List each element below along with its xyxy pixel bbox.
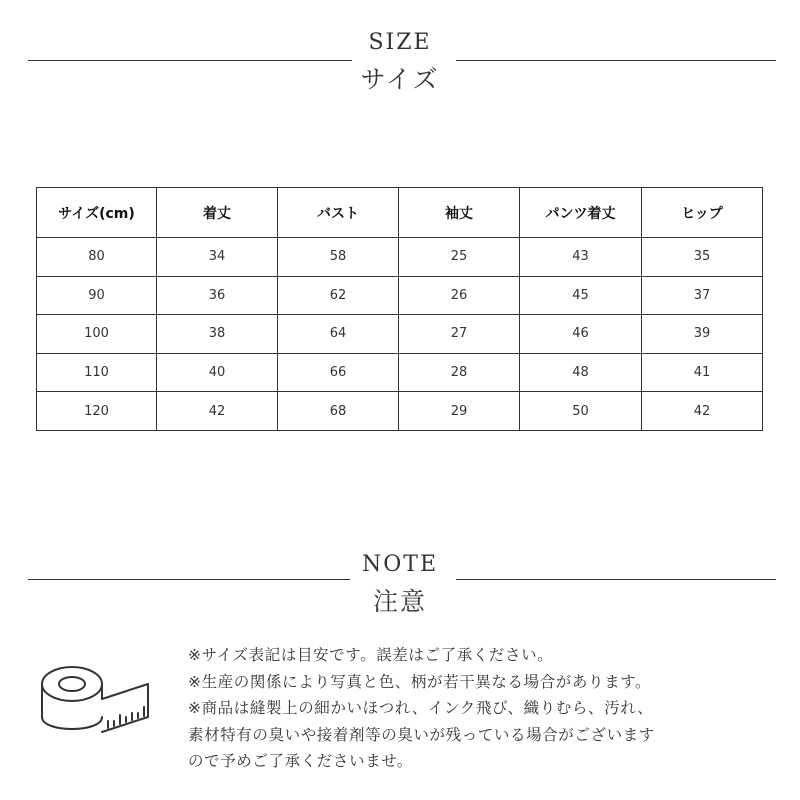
table-cell: 42 xyxy=(642,392,763,431)
table-header-row xyxy=(37,188,763,238)
note-line: ※商品は縫製上の細かいほつれ、インク飛び、織りむら、汚れ、 xyxy=(188,699,654,717)
header-sleeve: 袖丈 xyxy=(399,188,520,238)
table-cell: 36 xyxy=(157,276,278,315)
note-line: ※生産の関係により写真と色、柄が若干異なる場合があります。 xyxy=(188,672,652,691)
table-cell: 29 xyxy=(399,392,520,431)
table-cell: 40 xyxy=(157,353,278,392)
measuring-tape-icon xyxy=(32,654,158,754)
table-cell: 64 xyxy=(278,315,399,354)
note-line: ※サイズ表記は目安です。誤差はご了承ください。 xyxy=(188,646,554,664)
size-table xyxy=(36,187,763,431)
table-cell: 26 xyxy=(399,276,520,315)
table-cell: 62 xyxy=(278,276,399,315)
table-cell: 28 xyxy=(399,353,520,392)
table-cell: 80 xyxy=(37,238,157,277)
table-cell: 45 xyxy=(520,276,642,315)
table-row xyxy=(37,392,763,431)
table-row xyxy=(37,353,763,392)
table-cell: 120 xyxy=(37,392,157,431)
table-cell: 25 xyxy=(399,238,520,277)
table-cell: 68 xyxy=(278,392,399,431)
size-title-ja: サイズ xyxy=(360,65,440,94)
table-cell: 43 xyxy=(520,238,642,277)
table-row xyxy=(37,238,763,277)
table-cell: 41 xyxy=(642,353,763,392)
table-cell: 58 xyxy=(278,238,399,277)
note-line: ので予めご了承くださいませ。 xyxy=(188,752,413,770)
table-cell: 37 xyxy=(642,276,763,315)
table-cell: 34 xyxy=(157,238,278,277)
header-bust: バスト xyxy=(278,188,399,238)
header-hip: ヒップ xyxy=(642,188,763,238)
header-length: 着丈 xyxy=(157,188,278,238)
note-title-ja: 注意 xyxy=(372,587,427,616)
table-cell: 27 xyxy=(399,315,520,354)
size-title-en: SIZE xyxy=(368,30,432,55)
table-cell: 35 xyxy=(642,238,763,277)
table-cell: 66 xyxy=(278,353,399,392)
note-line: 素材特有の臭いや接着剤等の臭いが残っている場合がございます xyxy=(188,725,655,744)
table-cell: 38 xyxy=(157,315,278,354)
note-title-en: NOTE xyxy=(361,552,439,577)
table-cell: 48 xyxy=(520,353,642,392)
header-pants-length: パンツ着丈 xyxy=(520,188,642,238)
heading-rule-right xyxy=(456,579,776,580)
note-text-block xyxy=(188,642,788,775)
table-cell: 90 xyxy=(37,276,157,315)
table-cell: 50 xyxy=(520,392,642,431)
table-cell: 39 xyxy=(642,315,763,354)
heading-rule-left xyxy=(28,579,350,580)
table-cell: 110 xyxy=(37,353,157,392)
table-cell: 46 xyxy=(520,315,642,354)
header-size: サイズ(cm) xyxy=(37,188,157,238)
table-cell: 42 xyxy=(157,392,278,431)
table-row xyxy=(37,276,763,315)
table-cell: 100 xyxy=(37,315,157,354)
table-row xyxy=(37,315,763,354)
